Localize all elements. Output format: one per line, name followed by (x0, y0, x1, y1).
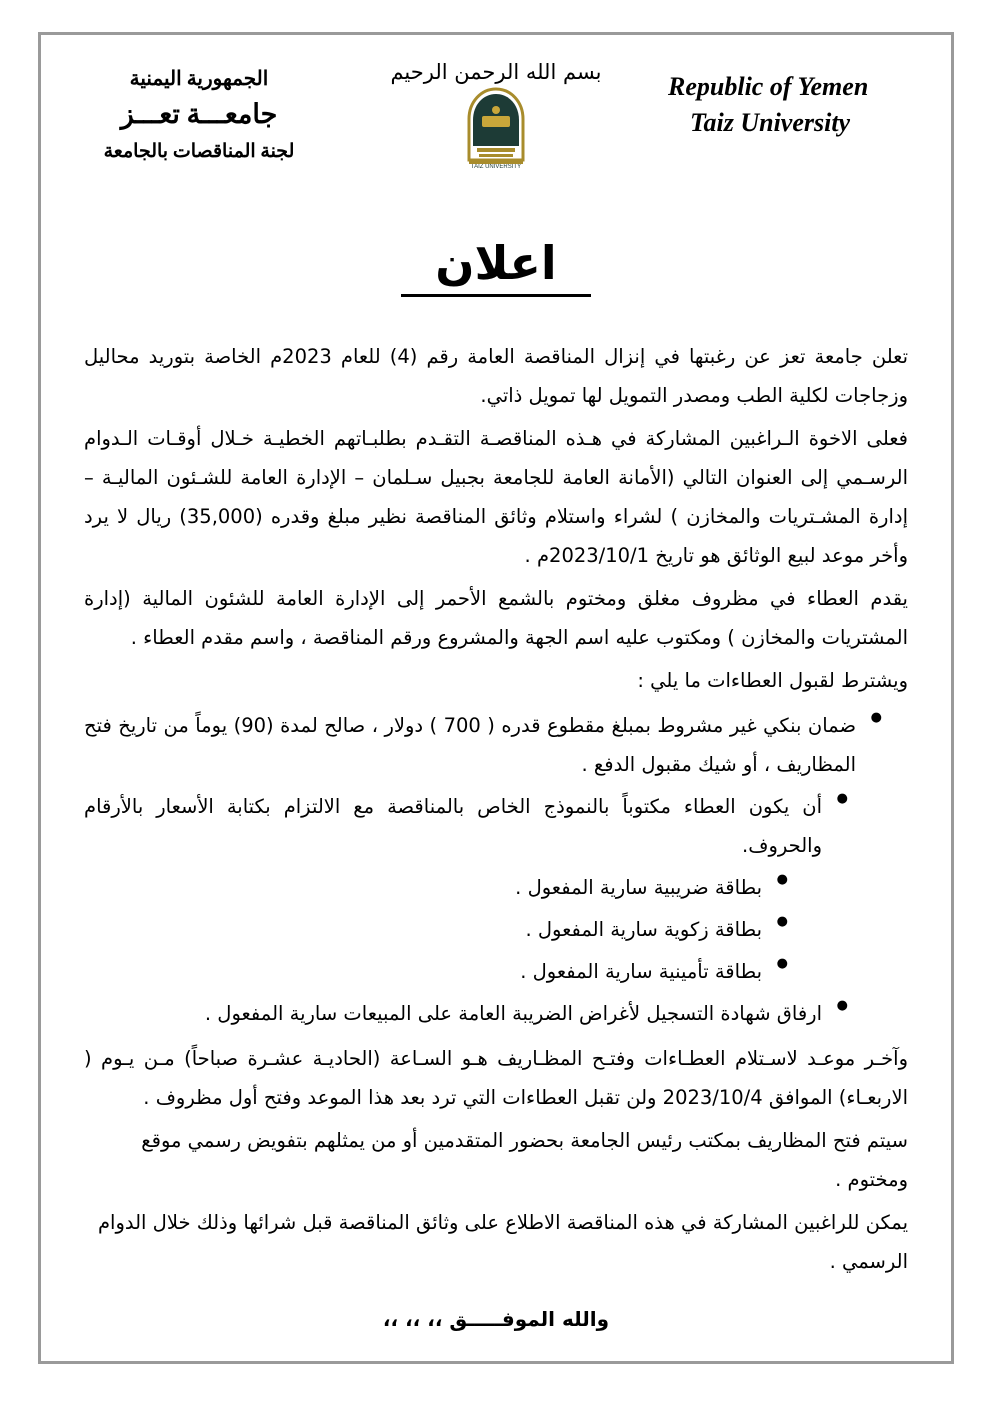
header-country-en: Republic of Yemen (668, 72, 869, 101)
list-item: ● ارفاق شهادة التسجيل لأغراض الضريبة العامة على المبيعات سارية المفعول . (84, 994, 882, 1033)
header-university-ar: جامعـــة تعـــز (120, 99, 278, 129)
header-center-block (386, 58, 606, 178)
header-country-ar: الجمهورية اليمنية (129, 68, 269, 90)
page-title: اعلان (401, 236, 590, 297)
list-item: ● بطاقة زكوية سارية المفعول . (84, 910, 882, 949)
paragraph-address: فعلى الاخوة الـراغبين المشاركة في هـذه المناقصـة التقـدم بطلبـاتهم الخطيـة خـلال أوقـات الـدوام الرسـمي إلى العنوان التالي (الأمانة العامة للجامعة بجبيل سـلمان – الإدارة العامة للشـئون الماليـة – إدارة المشـتريات والمخازن ) لشراء واستلام وثائق المناقصة نظير مبلغ وقدره (35,000) ريال لا يرد وأخر موعد لبيع الوثائق هو تاريخ 2023/10/1م . (84, 427, 908, 567)
paragraph-intro: تعلن جامعة تعز عن رغبتها في إنزال المناقصة العامة رقم (4) للعام 2023م الخاصة بتوريد محاليل وزجاجات لكلية الطب ومصدر التمويل لها تمويل ذاتي. (84, 345, 908, 407)
paragraph-envelope: يقدم العطاء في مظروف مغلق ومختوم بالشمع الأحمر إلى الإدارة العامة للشئون المالية (إدارة المشتريات والمخازن ) ومكتوب عليه اسم الجهة والمشروع ورقم المناقصة ، واسم مقدم العطاء . (84, 587, 908, 649)
header-english-block (668, 58, 918, 138)
university-logo-icon (453, 86, 539, 178)
list-item: ● أن يكون العطاء مكتوباً بالنموذج الخاص بالمناقصة مع الالتزام بكتابة الأسعار بالأرقام والحروف. (84, 787, 882, 865)
document-header (66, 50, 926, 210)
svg-text:TAIZ UNIVERSITY: TAIZ UNIVERSITY (470, 164, 522, 170)
basmala-calligraphy: بسم الله الرحمن الرحيم (390, 60, 602, 84)
paragraph-review-docs: يمكن للراغبين المشاركة في هذه المناقصة الاطلاع على وثائق المناقصة قبل شرائها وذلك خلال الدوام الرسمي . (97, 1211, 908, 1273)
list-item: ● ضمان بنكي غير مشروط بمبلغ مقطوع قدره ( 700 ) دولار ، صالح لمدة (90) يوماً من تاريخ فتح المظاريف ، أو شيك مقبول الدفع . (84, 706, 882, 784)
conditions-list (84, 706, 908, 1033)
list-item: ● بطاقة تأمينية سارية المفعول . (84, 952, 882, 991)
header-committee-ar: لجنة المناقصات بالجامعة (103, 141, 295, 162)
announcement-body (66, 337, 926, 1339)
list-item: ● بطاقة ضريبية سارية المفعول . (84, 868, 882, 907)
paragraph-deadline: وآخـر موعـد لاسـتلام العطـاءات وفتـح المظـاريف هـو السـاعة (الحاديـة عشـرة صباحاً) مـن يـوم ( الاربعـاء) الموافق 2023/10/4 ولن تقبل العطاءات التي ترد بعد هذا الموعد وفتح أول مظروف . (84, 1047, 908, 1109)
header-arabic-block (74, 58, 324, 163)
paragraph-conditions-lead: ويشترط لقبول العطاءات ما يلي : (637, 669, 908, 692)
document-content (66, 50, 926, 1346)
header-university-en: Taiz University (690, 108, 851, 137)
paragraph-opening: سيتم فتح المظاريف بمكتب رئيس الجامعة بحضور المتقدمين أو من يمثلهم بتفويض رسمي موقع ومختوم . (141, 1129, 908, 1191)
closing-phrase: والله الموفـــــق ،، ،، ،، (382, 1307, 610, 1331)
announcement-title-wrap (66, 236, 926, 297)
